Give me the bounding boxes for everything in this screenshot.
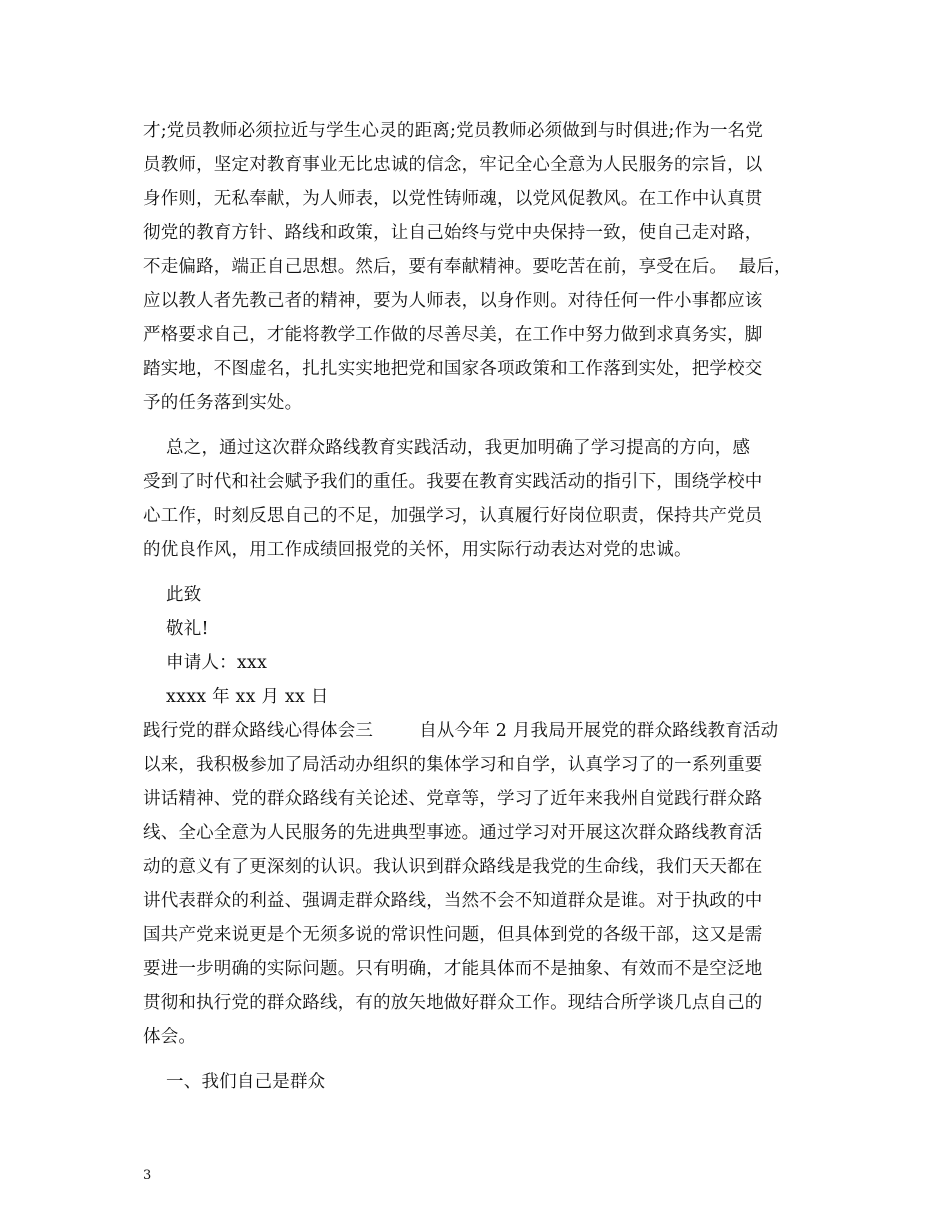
text-line: 线、全心全意为人民服务的先进典型事迹。通过学习对开展这次群众路线教育活 xyxy=(143,823,763,843)
text-line: 员教师，坚定对教育事业无比忠诚的信念，牢记全心全意为人民服务的宗旨，以 xyxy=(143,155,763,175)
text-line: 总之，通过这次群众路线教育实践活动，我更加明确了学习提高的方向，感 xyxy=(143,438,751,458)
text-line: 彻党的教育方针、路线和政策，让自己始终与党中央保持一致，使自己走对路， xyxy=(143,223,763,243)
text-line: 讲话精神、党的群众路线有关论述、党章等，学习了近年来我州自觉践行群众路 xyxy=(143,789,763,809)
text-line: 身作则，无私奉献，为人师表，以党性铸师魂，以党风促教风。在工作中认真贯 xyxy=(143,189,763,209)
text-line: 应以教人者先教己者的精神，要为人师表，以身作则。对待任何一件小事都应该 xyxy=(143,291,763,311)
text-line: 严格要求自己，才能将教学工作做的尽善尽美，在工作中努力做到求真务实，脚 xyxy=(143,325,763,345)
text-line: 一、我们自己是群众 xyxy=(143,1072,326,1092)
text-line: 受到了时代和社会赋予我们的重任。我要在教育实践活动的指引下，围绕学校中 xyxy=(143,472,763,492)
text-line: 践行党的群众路线心得体会三 自从今年 2 月我局开展党的群众路线教育活动 xyxy=(143,721,779,741)
text-line: 心工作，时刻反思自己的不足，加强学习，认真履行好岗位职责，保持共产党员 xyxy=(143,506,763,526)
text-line: 申请人：xxx xyxy=(143,653,268,673)
text-line: 敬礼! xyxy=(143,619,209,639)
text-line: 予的任务落到实处。 xyxy=(143,393,303,413)
text-line: 动的意义有了更深刻的认识。我认识到群众路线是我党的生命线，我们天天都在 xyxy=(143,857,763,877)
text-line: xxxx 年 xx 月 xx 日 xyxy=(143,687,329,707)
text-line: 国共产党来说更是个无须多说的常识性问题，但具体到党的各级干部，这又是需 xyxy=(143,925,763,945)
text-line: 以来，我积极参加了局活动办组织的集体学习和自学，认真学习了的一系列重要 xyxy=(143,755,763,775)
text-line: 体会。 xyxy=(143,1027,197,1047)
page-number: 3 xyxy=(143,1168,152,1183)
text-line: 踏实地，不图虚名，扎扎实实地把党和国家各项政策和工作落到实处，把学校交 xyxy=(143,359,763,379)
text-line: 此致 xyxy=(143,585,202,605)
text-line: 不走偏路，端正自己思想。然后，要有奉献精神。要吃苦在前，享受在后。 最后， xyxy=(143,257,792,277)
text-line: 要进一步明确的实际问题。只有明确，才能具体而不是抽象、有效而不是空泛地 xyxy=(143,959,763,979)
text-line: 讲代表群众的利益、强调走群众路线，当然不会不知道群众是谁。对于执政的中 xyxy=(143,891,763,911)
text-line: 贯彻和执行党的群众路线，有的放矢地做好群众工作。现结合所学谈几点自己的 xyxy=(143,993,763,1013)
text-line: 才;党员教师必须拉近与学生心灵的距离;党员教师必须做到与时俱进;作为一名党 xyxy=(143,121,764,141)
text-line: 的优良作风，用工作成绩回报党的关怀，用实际行动表达对党的忠诚。 xyxy=(143,540,692,560)
